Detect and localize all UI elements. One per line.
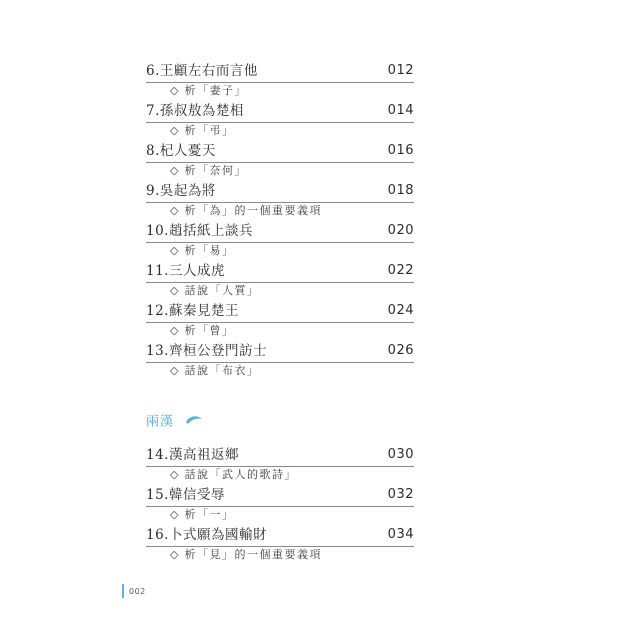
toc-entry-line bbox=[146, 444, 414, 467]
diamond-bullet-icon: ◇ bbox=[170, 284, 179, 297]
toc-section-han bbox=[146, 444, 414, 564]
toc-subtopic-text: 析「妻子」 bbox=[184, 84, 247, 97]
toc-entry-subtopic bbox=[170, 244, 234, 258]
toc-entry-title: 13.齊桓公登門訪士 bbox=[146, 343, 267, 359]
toc-entry-page: 024 bbox=[387, 303, 414, 318]
toc-entry[interactable] bbox=[146, 340, 414, 380]
toc-entry-subtopic bbox=[170, 84, 247, 98]
diamond-bullet-icon: ◇ bbox=[170, 364, 179, 377]
toc-entry-page: 030 bbox=[387, 447, 414, 462]
diamond-bullet-icon: ◇ bbox=[170, 468, 179, 481]
toc-entry-page: 018 bbox=[387, 183, 414, 198]
toc-entry-page: 034 bbox=[387, 527, 414, 542]
toc-subtopic-text: 析「易」 bbox=[184, 244, 235, 257]
toc-subtopic-text: 析「奈何」 bbox=[184, 164, 247, 177]
toc-entry-page: 026 bbox=[387, 343, 414, 358]
toc-subtopic-text: 析「弔」 bbox=[184, 124, 235, 137]
toc-entry-line bbox=[146, 260, 414, 283]
toc-entry[interactable] bbox=[146, 60, 414, 100]
diamond-bullet-icon: ◇ bbox=[170, 508, 179, 521]
toc-entry-line bbox=[146, 140, 414, 163]
toc-entry[interactable] bbox=[146, 100, 414, 140]
toc-entry-line bbox=[146, 220, 414, 243]
toc-entry-title: 8.杞人憂天 bbox=[146, 143, 216, 159]
toc-subtopic-text: 析「一」 bbox=[184, 508, 235, 521]
toc-subtopic-text: 話說「人質」 bbox=[184, 284, 260, 297]
diamond-bullet-icon: ◇ bbox=[170, 84, 179, 97]
page-number: 002 bbox=[129, 586, 146, 596]
toc-subtopic-text: 話說「布衣」 bbox=[184, 364, 260, 377]
toc-entry-page: 032 bbox=[387, 487, 414, 502]
toc-entry-line bbox=[146, 484, 414, 507]
toc-entry[interactable] bbox=[146, 180, 414, 220]
toc-entry-title: 11.三人成虎 bbox=[146, 263, 225, 279]
page-folio bbox=[122, 584, 146, 598]
toc-subtopic-text: 析「見」的一個重要義項 bbox=[184, 548, 322, 561]
toc-entry-page: 022 bbox=[387, 263, 414, 278]
toc-entry-line bbox=[146, 340, 414, 363]
toc-entry[interactable] bbox=[146, 444, 414, 484]
toc-entry-subtopic bbox=[170, 324, 234, 338]
diamond-bullet-icon: ◇ bbox=[170, 244, 179, 257]
toc-entry-page: 012 bbox=[387, 63, 414, 78]
diamond-bullet-icon: ◇ bbox=[170, 204, 179, 217]
section-heading-text: 兩漢 bbox=[146, 414, 175, 430]
toc-entry-line bbox=[146, 524, 414, 547]
toc-entry-title: 12.蘇秦見楚王 bbox=[146, 303, 239, 319]
toc-entry-subtopic bbox=[170, 124, 234, 138]
toc-entry-subtopic bbox=[170, 548, 322, 562]
toc-entry-title: 7.孫叔敖為楚相 bbox=[146, 103, 244, 119]
toc-entry[interactable] bbox=[146, 220, 414, 260]
toc-entry-subtopic bbox=[170, 508, 234, 522]
toc-entry-subtopic bbox=[170, 468, 297, 482]
toc-entry-subtopic bbox=[170, 284, 259, 298]
toc-entry-line bbox=[146, 60, 414, 83]
toc-entry[interactable] bbox=[146, 524, 414, 564]
toc-entry-page: 016 bbox=[387, 143, 414, 158]
toc-section-pre-qin bbox=[146, 60, 414, 380]
diamond-bullet-icon: ◇ bbox=[170, 324, 179, 337]
toc-entry[interactable] bbox=[146, 140, 414, 180]
toc-entry-title: 10.趙括紙上談兵 bbox=[146, 223, 253, 239]
toc-subtopic-text: 析「曾」 bbox=[184, 324, 235, 337]
folio-accent-bar bbox=[122, 584, 124, 598]
toc-entry-line bbox=[146, 300, 414, 323]
leaf-icon bbox=[185, 413, 203, 431]
toc-entry-title: 9.吳起為將 bbox=[146, 183, 216, 199]
toc-entry-subtopic bbox=[170, 364, 259, 378]
section-heading bbox=[146, 413, 203, 432]
toc-entry-subtopic bbox=[170, 164, 247, 178]
toc-entry-line bbox=[146, 100, 414, 123]
toc-entry-line bbox=[146, 180, 414, 203]
toc-entry-title: 15.韓信受辱 bbox=[146, 487, 225, 503]
toc-entry-title: 6.王顧左右而言他 bbox=[146, 63, 258, 79]
toc-entry-page: 014 bbox=[387, 103, 414, 118]
diamond-bullet-icon: ◇ bbox=[170, 548, 179, 561]
diamond-bullet-icon: ◇ bbox=[170, 124, 179, 137]
toc-entry-subtopic bbox=[170, 204, 322, 218]
toc-entry-title: 14.漢高祖返鄉 bbox=[146, 447, 239, 463]
toc-subtopic-text: 析「為」的一個重要義項 bbox=[184, 204, 322, 217]
toc-entry[interactable] bbox=[146, 484, 414, 524]
toc-entry[interactable] bbox=[146, 260, 414, 300]
toc-entry-page: 020 bbox=[387, 223, 414, 238]
diamond-bullet-icon: ◇ bbox=[170, 164, 179, 177]
toc-entry-title: 16.卜式願為國輸財 bbox=[146, 527, 267, 543]
toc-subtopic-text: 話說「武人的歌詩」 bbox=[184, 468, 297, 481]
toc-entry[interactable] bbox=[146, 300, 414, 340]
